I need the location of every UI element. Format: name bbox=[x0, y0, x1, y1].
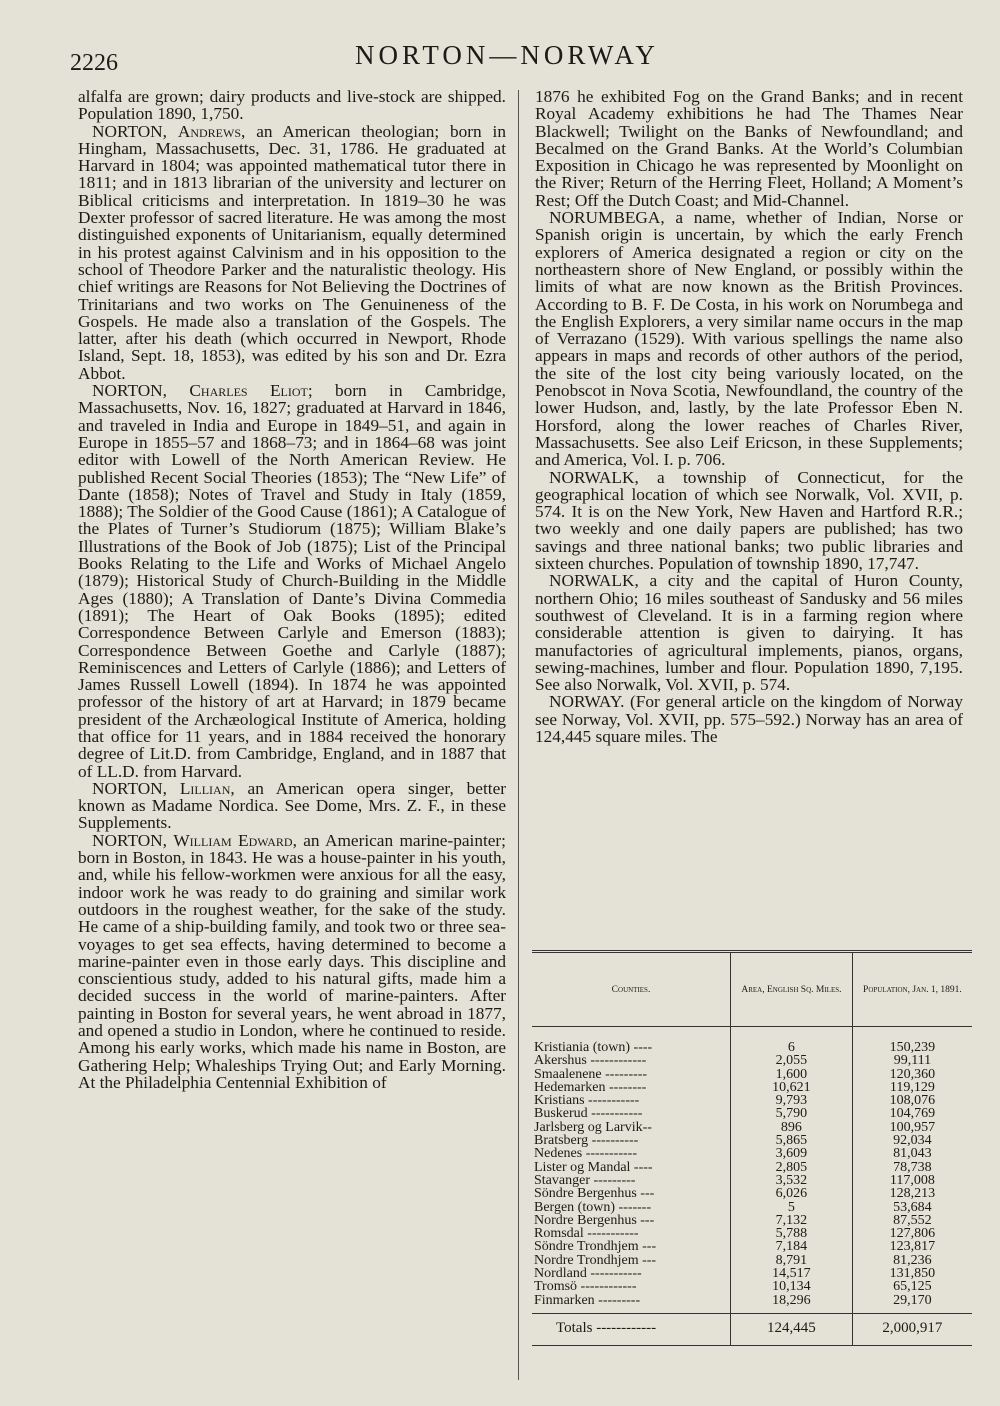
entry-norton-william-edward bbox=[78, 832, 506, 1091]
table-row bbox=[532, 1068, 972, 1081]
county-name: Nordland ----------- bbox=[534, 1266, 642, 1282]
county-area: 5,865 bbox=[731, 1134, 853, 1147]
county-area: 2,055 bbox=[731, 1054, 853, 1067]
county-name: Nedenes ----------- bbox=[534, 1146, 637, 1162]
entry-norumbega: NORUMBEGA, a name, whether of Indian, Norse or Spanish origin is uncertain, by which the early French explorers of America designated a region or city on the northeastern shore of New England, or possibly within the limits of what are now known as the British Provinces. According to B. F. De Costa, in his work on Norumbega and the English Explorers, a very similar name occurs in the map of Verrazano (1529). With various spellings the name also appears in maps and records of other authors of the period, the site of the lost city being variously located, on the Penobscot in Nova Scotia, Newfoundland, the country of the lower Hudson, and, lastly, by the late Professor Eben N. Horsford, along the lower reaches of Charles River, Massachusetts. See also Leif Ericson, in these Supplements; and America, Vol. I. p. 706. bbox=[535, 208, 963, 470]
county-population: 78,738 bbox=[852, 1161, 972, 1174]
county-population: 117,008 bbox=[852, 1174, 972, 1187]
table-row bbox=[532, 1240, 972, 1253]
county-population: 150,239 bbox=[852, 1027, 972, 1055]
table-row bbox=[532, 1201, 972, 1214]
county-area: 3,532 bbox=[731, 1174, 853, 1187]
entry-norwalk-connecticut: NORWALK, a township of Connecticut, for the geographical location of which see Norwalk, Vol. XVII, p. 574. It is on the New York, New Haven and Hartford R.R.; two weekly and one daily papers are published; has two savings and three national banks; two public libraries and sixteen churches. Population of township 1890, 17,747. bbox=[535, 467, 963, 574]
county-population: 100,957 bbox=[852, 1121, 972, 1134]
county-name: Bergen (town) ------- bbox=[534, 1199, 652, 1215]
table-row bbox=[532, 1227, 972, 1240]
entry-name: Lillian bbox=[179, 778, 231, 798]
county-population: 120,360 bbox=[852, 1068, 972, 1081]
entry-head: NORTON, bbox=[92, 121, 167, 141]
table-row bbox=[532, 1187, 972, 1200]
county-name: Hedemarken -------- bbox=[534, 1079, 647, 1095]
county-population: 87,552 bbox=[852, 1214, 972, 1227]
county-population: 119,129 bbox=[852, 1081, 972, 1094]
table-row bbox=[532, 1134, 972, 1147]
county-area: 8,791 bbox=[731, 1254, 853, 1267]
county-name: Jarlsberg og Larvik-- bbox=[534, 1119, 652, 1135]
table-row bbox=[532, 1267, 972, 1280]
county-population: 123,817 bbox=[852, 1240, 972, 1253]
table-row bbox=[532, 1161, 972, 1174]
county-population: 131,850 bbox=[852, 1267, 972, 1280]
county-population: 104,769 bbox=[852, 1107, 972, 1120]
column-divider bbox=[518, 90, 519, 1380]
entry-body: ; born in Cambridge, Massachusetts, Nov. 16, 1827; graduated at Harvard in 1846, and traveled in India and Europe in 1849–51, and again in Europe in 1855–57 and 1868–73; and in 1864–68 was joint editor with Lowell of the North American Review. He published Recent Social Theories (1853); The “New Life” of Dante (1858); Notes of Travel and Study in Italy (1859, 1888); The Soldier of the Good Cause (1861); A Catalogue of the Plates of Turner’s Studiorum (1875); William Blake’s Illustrations of the Book of Job (1875); List of the Principal Books Relating to the Life and Works of Michael Angelo (1879); Historical Study of Church-Building in the Middle Ages (1880); A Translation of Dante’s Divina Commedia (1891); The Heart of Oak Books (1895); edited Correspondence Between Carlyle and Emerson (1883); Correspondence Between Goethe and Carlyle (1887); Reminiscences and Letters of Carlyle (1886); and Letters of James Russell Lowell (1894). In 1874 he was appointed professor of the history of art at Harvard; in 1879 became president of the Archæological Institute of America, holding that office for 11 years, and in 1884 received the honorary degree of Lit.D. from Cambridge, England, and in 1887 that of LL.D. from Harvard. bbox=[78, 381, 506, 781]
entry-name: Andrews bbox=[177, 121, 242, 141]
left-column bbox=[78, 88, 506, 1091]
county-population: 81,043 bbox=[852, 1147, 972, 1160]
county-population: 128,213 bbox=[852, 1187, 972, 1200]
table-body bbox=[532, 1027, 972, 1314]
county-population: 127,806 bbox=[852, 1227, 972, 1240]
county-name: Nordre Bergenhus --- bbox=[534, 1212, 655, 1228]
county-area: 10,134 bbox=[731, 1280, 853, 1293]
table-header-row bbox=[532, 952, 972, 1027]
table-row bbox=[532, 1094, 972, 1107]
county-population: 53,684 bbox=[852, 1201, 972, 1214]
entry-body: , an American marine-painter; born in Boston, in 1843. He was a house-painter in his youth, and, while his fellow-workmen were anxious for all the easy, indoor work he was ready to do graining and similar work outdoors in the roughest weather, for the sake of the study. He came of a ship-building family, and took two or three sea-voyages to get sea effects, having determined to become a marine-painter even in those early days. This discipline and conscientious study, added to his natural gifts, made him a decided success in the world of marine-painters. After painting in Boston for several years, he went abroad in 1877, and opened a studio in London, where he continued to reside. Among his early works, which made his name in Boston, are Gathering Help; Whaleships Trying Out; and Early Morning. At the Philadelphia Centennial Exhibition of bbox=[78, 830, 506, 1092]
running-head: NORTON—NORWAY bbox=[355, 40, 659, 70]
entry-body: , an American opera singer, better known as Madame Nordica. See Dome, Mrs. Z. F., in these Supplements. bbox=[78, 778, 507, 833]
header-counties: Counties. bbox=[532, 952, 731, 1027]
header-area: Area, English Sq. Miles. bbox=[731, 952, 853, 1027]
total-label: Totals ------------ bbox=[532, 1313, 731, 1345]
county-population: 65,125 bbox=[852, 1280, 972, 1293]
paragraph-continued: alfalfa are grown; dairy products and live-stock are shipped. Population 1890, 1,750. bbox=[78, 87, 506, 124]
norway-counties-table bbox=[532, 950, 972, 1346]
entry-norton-charles-eliot bbox=[78, 382, 506, 780]
county-name: Buskerud ----------- bbox=[534, 1106, 643, 1122]
county-name: Kristiania (town) ---- bbox=[534, 1040, 653, 1055]
county-area: 5 bbox=[731, 1201, 853, 1214]
entry-name: Charles Eliot bbox=[189, 381, 308, 401]
table-row bbox=[532, 1147, 972, 1160]
table-row bbox=[532, 1121, 972, 1134]
county-population: 92,034 bbox=[852, 1134, 972, 1147]
county-area: 7,184 bbox=[731, 1240, 853, 1253]
county-area: 896 bbox=[731, 1121, 853, 1134]
table-row bbox=[532, 1107, 972, 1120]
entry-norwalk-ohio: NORWALK, a city and the capital of Huron County, northern Ohio; 16 miles southeast of Sandusky and 56 miles southwest of Cleveland. It is in a farming region where considerable attention is given to dairying. It has manufactories of agricultural implements, pianos, organs, sewing-machines, lumber and flour. Population 1890, 7,195. See also Norwalk, Vol. XVII, p. 574. bbox=[535, 571, 963, 695]
county-area: 7,132 bbox=[731, 1214, 853, 1227]
county-area: 6,026 bbox=[731, 1187, 853, 1200]
table-row bbox=[532, 1027, 972, 1055]
county-area: 9,793 bbox=[731, 1094, 853, 1107]
entry-norton-lillian bbox=[78, 780, 506, 832]
county-name: Söndre Bergenhus --- bbox=[534, 1186, 655, 1202]
county-area: 5,788 bbox=[731, 1227, 853, 1240]
county-name: Söndre Trondhjem --- bbox=[534, 1239, 657, 1255]
total-population: 2,000,917 bbox=[852, 1313, 972, 1345]
county-name: Akershus ------------ bbox=[534, 1053, 647, 1069]
table-row bbox=[532, 1294, 972, 1314]
entry-norton-andrews bbox=[78, 123, 506, 382]
table-row bbox=[532, 1254, 972, 1267]
county-area: 2,805 bbox=[731, 1161, 853, 1174]
table-row bbox=[532, 1081, 972, 1094]
county-name: Lister og Mandal ---- bbox=[534, 1159, 653, 1175]
table-row bbox=[532, 1280, 972, 1293]
table-row bbox=[532, 1054, 972, 1067]
total-area: 124,445 bbox=[731, 1313, 853, 1345]
header-population: Population, Jan. 1, 1891. bbox=[852, 952, 972, 1027]
county-name: Finmarken --------- bbox=[534, 1292, 641, 1308]
county-name: Bratsberg ---------- bbox=[534, 1133, 639, 1149]
county-area: 6 bbox=[731, 1027, 853, 1055]
entry-body: , an American theologian; born in Hingham, Massachusetts, Dec. 31, 1786. He graduated at Harvard in 1804; was appointed mathematical tutor there in 1811; and in 1813 librarian of the university and lecturer on Biblical criticisms and interpretation. In 1819–30 he was Dexter professor of sacred literature. He was among the most distinguished exponents of Unitarianism, equally determined in his protest against Calvinism and in his opposition to the school of Theodore Parker and the naturalistic theology. His chief writings are Reasons for Not Believing the Doctrines of Trinitarians and two works on The Genuineness of the Gospels. He made also a translation of the Gospels. The latter, after his death (which occurred in Newport, Rhode Island, Sept. 18, 1853), was edited by his son and Dr. Ezra Abbot. bbox=[78, 121, 506, 383]
county-name: Nordre Trondhjem --- bbox=[534, 1252, 657, 1268]
county-area: 14,517 bbox=[731, 1267, 853, 1280]
county-name: Smaalenene --------- bbox=[534, 1066, 648, 1082]
county-population: 81,236 bbox=[852, 1254, 972, 1267]
county-name: Stavanger --------- bbox=[534, 1172, 636, 1188]
county-area: 18,296 bbox=[731, 1294, 853, 1314]
page-number: 2226 bbox=[70, 50, 118, 76]
county-name: Tromsö ------------ bbox=[534, 1279, 637, 1295]
county-area: 1,600 bbox=[731, 1068, 853, 1081]
entry-head: NORTON, bbox=[92, 830, 167, 850]
county-name: Romsdal ----------- bbox=[534, 1226, 639, 1242]
table-total-row bbox=[532, 1313, 972, 1345]
county-name: Kristians ----------- bbox=[534, 1093, 640, 1109]
table-row bbox=[532, 1214, 972, 1227]
right-column bbox=[535, 88, 963, 745]
paragraph-continued: 1876 he exhibited Fog on the Grand Banks; and in recent Royal Academy exhibitions he had The Thames Near Blackwell; Twilight on the Banks of Newfoundland; and Becalmed on the Grand Banks. At the World’s Columbian Exposition in Chicago he was represented by Moonlight on the River; Return of the Herring Fleet, Holland; A Moment’s Rest; Off the Dutch Coast; and Mid-Channel. bbox=[535, 87, 963, 210]
county-area: 3,609 bbox=[731, 1147, 853, 1160]
county-area: 10,621 bbox=[731, 1081, 853, 1094]
entry-name: William Edward bbox=[173, 830, 293, 850]
entry-head: NORTON, bbox=[92, 381, 167, 401]
county-population: 108,076 bbox=[852, 1094, 972, 1107]
table-row bbox=[532, 1174, 972, 1187]
county-population: 99,111 bbox=[852, 1054, 972, 1067]
county-population: 29,170 bbox=[852, 1294, 972, 1314]
entry-head: NORTON, bbox=[92, 778, 167, 798]
county-area: 5,790 bbox=[731, 1107, 853, 1120]
entry-norway: NORWAY. (For general article on the kingdom of Norway see Norway, Vol. XVII, pp. 575–592.) Norway has an area of 124,445 square miles. The bbox=[535, 692, 963, 746]
